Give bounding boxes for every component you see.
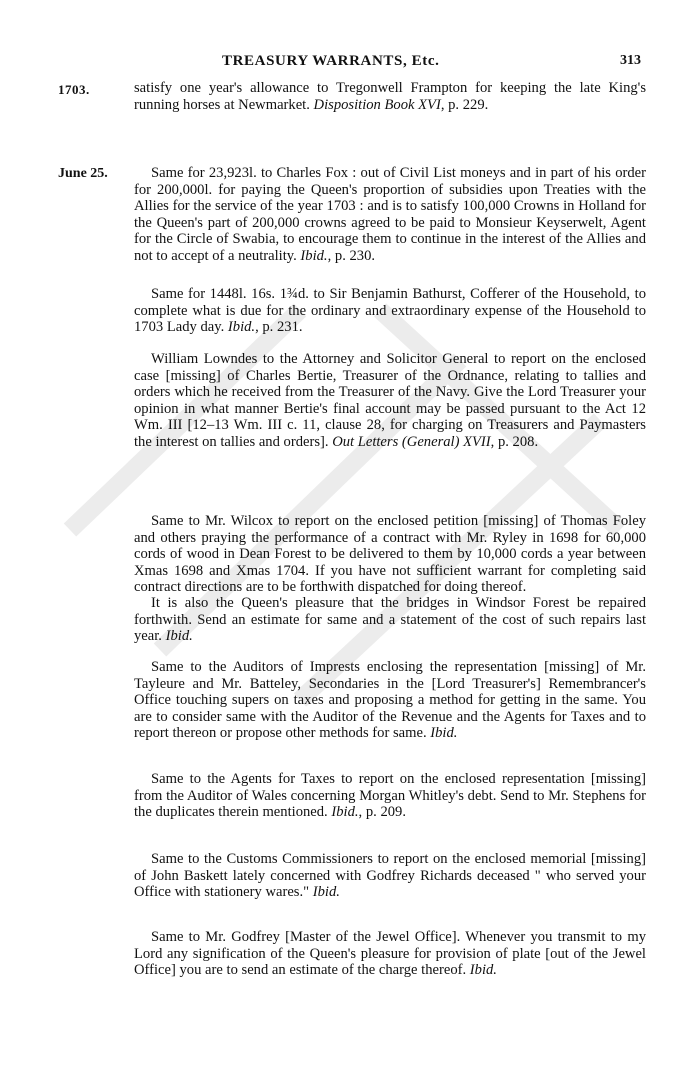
entry-paragraph <box>134 80 646 113</box>
margin-date: June 25. <box>58 166 108 181</box>
entry-page-ref: , p. 208. <box>490 433 539 450</box>
entry-paragraph <box>134 851 646 901</box>
entry-text: Same to Mr. Godfrey [Master of the Jewel Office]. Whenever you transmit to my Lord any signification of the Queen's pleasure for provision of plate [out of the Jewel Office] you are to send an estimate of the charge thereof. <box>134 929 646 979</box>
entry-text: Same to Mr. Wilcox to report on the enclosed petition [missing] of Thomas Foley and others praying the performance of a contract with Mr. Ryley in 1698 for 60,000 cords of wood in Dean Forest to be delivered to them by 10,000 cords a year between Xmas 1698 and Xmas 1704. If you have not sufficient warrant for completing said contract directions are to be forthwith dispatched for doing thereof. <box>134 513 646 596</box>
entry-text: Same to the Auditors of Imprests enclosing the representation [missing] of Mr. Tayleure and Mr. Batteley, Secondaries in the [Lord Treasurer's] Remembrancer's Office touching supers on taxes and proposing a method for getting in the same. You are to consider same with the Auditor of the Revenue and the Agents for Taxes and to report thereon or propose other methods for same. <box>134 659 646 742</box>
entry-page-ref: , p. 231. <box>255 319 303 336</box>
entry-page-ref: , p. 229. <box>440 96 489 113</box>
entry-paragraph <box>134 351 646 451</box>
entry-reference: Ibid. <box>469 962 497 979</box>
entry-reference: Ibid. <box>227 319 256 336</box>
entry-paragraph <box>134 165 646 265</box>
page-number: 313 <box>620 53 641 68</box>
entry-reference: Ibid. <box>331 804 359 821</box>
entry-paragraph <box>134 659 646 742</box>
running-head-title: TREASURY WARRANTS, Etc. <box>222 53 440 69</box>
entry-reference: Ibid. <box>312 884 340 901</box>
entry-page-ref: , p. 230. <box>327 247 376 264</box>
entry-text: Same for 1448l. 16s. 1¾d. to Sir Benjamin Bathurst, Cofferer of the Household, to complete what is due for the ordinary and extraordinary expense of the Household to 1703 Lady day. <box>134 286 646 336</box>
entry-paragraph <box>134 595 646 645</box>
entry-text: Same to the Customs Commissioners to report on the enclosed memorial [missing] of John Baskett lately concerned with Godfrey Richards deceased " who served your Office with stationery wares." <box>134 851 646 901</box>
entry-reference: Ibid. <box>430 725 458 742</box>
entry-reference: Out Letters (General) XVII <box>332 433 491 450</box>
entry-text: William Lowndes to the Attorney and Solicitor General to report on the enclosed case [missing] of Charles Bertie, Treasurer of the Ordnance, relating to tallies and orders which he received from the Treasurer of the Navy. Give the Lord Treasurer your opinion in what manner Bertie's final account may be passed pursuant to the Act 12 Wm. III [12–13 Wm. III c. 11, clause 28, for charging on Treasurers and Paymasters the interest on tallies and orders]. <box>134 351 646 450</box>
entry-reference: Ibid. <box>300 247 328 264</box>
entry-text: satisfy one year's allowance to Tregonwell Frampton for keeping the late King's running horses at Newmarket. <box>134 80 646 113</box>
entry-paragraph <box>134 929 646 979</box>
entry-page-ref: , p. 209. <box>358 804 406 821</box>
entry-reference: Ibid. <box>165 628 193 645</box>
entry-reference: Disposition Book XVI <box>313 96 441 113</box>
entry-text: Same for 23,923l. to Charles Fox : out of Civil List moneys and in part of his order for 200,000l. for paying the Queen's proportion of subsidies upon Treaties with the Allies for the service of the year 1703 : and is to satisfy 100,000 Crowns in Holland for the Queen's part of 200,000 crowns agreed to be paid to Monsieur Keyserwelt, Agent for the Circle of Swabia, to encourage them to continue in the interest of the Allies and not to accept of a neutrality. <box>134 165 646 264</box>
entry-paragraph <box>134 771 646 821</box>
header-year: 1703. <box>58 82 90 97</box>
entry-paragraph <box>134 513 646 596</box>
entry-text: It is also the Queen's pleasure that the bridges in Windsor Forest be repaired forthwith. Send an estimate for same and a statement of the cost of such repairs last year. <box>134 595 646 645</box>
entry-text: Same to the Agents for Taxes to report on the enclosed representation [missing] from the Auditor of Wales concerning Morgan Whitley's debt. Send to Mr. Stephens for the duplicates therein mentioned. <box>134 771 646 821</box>
entry-paragraph <box>134 286 646 336</box>
